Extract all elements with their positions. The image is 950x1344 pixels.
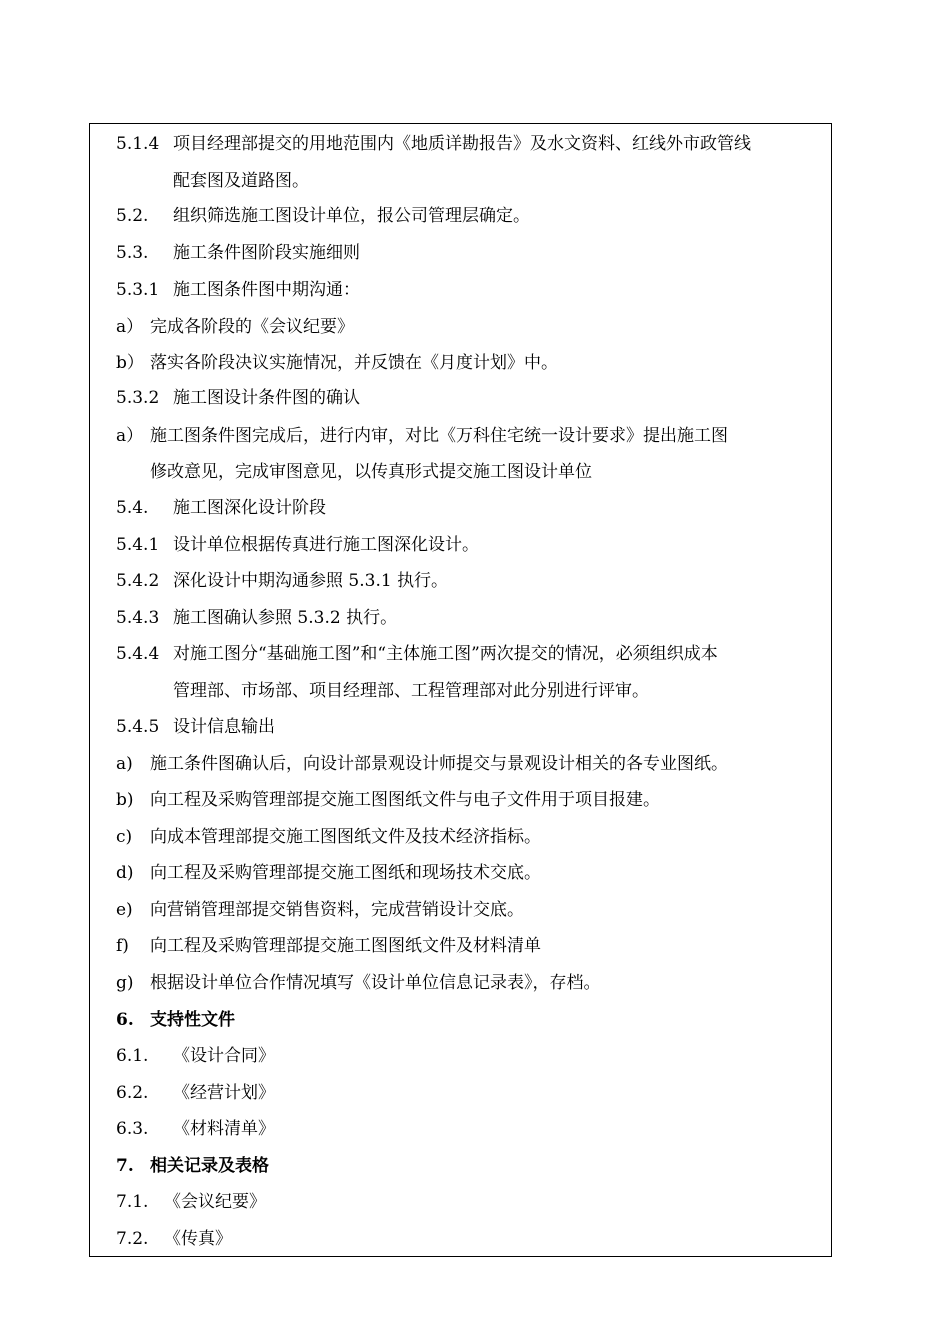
clause-number: 6.1. (116, 1046, 149, 1066)
item-text: 施工条件图确认后，向设计部景观设计师提交与景观设计相关的各专业图纸。 (150, 754, 728, 774)
clause-6-2 (116, 1082, 275, 1104)
clause-text: 《经营计划》 (173, 1083, 275, 1103)
clause-number: 5.4.1 (116, 535, 160, 555)
item-text: 向营销管理部提交销售资料，完成营销设计交底。 (150, 900, 524, 920)
clause-number: 5.3. (116, 243, 149, 263)
clause-number: 5.4.5 (116, 717, 160, 737)
item-marker: d) (116, 863, 134, 883)
clause-text: 项目经理部提交的用地范围内《地质详勘报告》及水文资料、红线外市政管线 (173, 134, 751, 154)
clause-number: 5.3.2 (116, 388, 160, 408)
clause-number: 5.4.3 (116, 608, 160, 628)
item-text: 根据设计单位合作情况填写《设计单位信息记录表》，存档。 (150, 973, 601, 993)
list-item-e (116, 899, 524, 921)
clause-7-2 (116, 1228, 232, 1250)
section-heading-6 (116, 1009, 235, 1031)
clause-5-4-1 (116, 534, 479, 556)
clause-text: 施工图确认参照 5.3.2 执行。 (173, 608, 398, 628)
clause-text: 施工图设计条件图的确认 (173, 388, 360, 408)
clause-text: 对施工图分“基础施工图”和“主体施工图”两次提交的情况，必须组织成本 (173, 644, 718, 664)
clause-number: 7.2. (116, 1229, 149, 1249)
clause-5-3-1 (116, 279, 360, 301)
clause-number: 5.4.2 (116, 571, 160, 591)
clause-number: 5.4.4 (116, 644, 160, 664)
clause-5-3-2 (116, 387, 360, 409)
list-item-b (116, 352, 558, 374)
clause-5-1-4-continuation: 配套图及道路图。 (173, 171, 309, 191)
section-heading-7 (116, 1155, 269, 1177)
clause-5-2 (116, 205, 530, 227)
item-marker: g) (116, 973, 134, 993)
clause-number: 6.3. (116, 1119, 149, 1139)
clause-5-1-4 (116, 133, 751, 155)
item-marker: c) (116, 827, 133, 847)
clause-text: 《会议纪要》 (164, 1192, 266, 1212)
list-item-a (116, 316, 354, 338)
section-title: 相关记录及表格 (150, 1156, 269, 1176)
clause-text: 施工图条件图中期沟通： (173, 280, 360, 300)
item-text: 落实各阶段决议实施情况，并反馈在《月度计划》中。 (150, 353, 558, 373)
clause-5-4-4-continuation: 管理部、市场部、项目经理部、工程管理部对此分别进行评审。 (173, 681, 649, 701)
list-item-g (116, 972, 601, 994)
clause-5-4-2 (116, 570, 448, 592)
section-number: 7. (116, 1156, 134, 1176)
clause-text: 组织筛选施工图设计单位，报公司管理层确定。 (173, 206, 530, 226)
clause-text: 深化设计中期沟通参照 5.3.1 执行。 (173, 571, 449, 591)
clause-5-4 (116, 497, 326, 519)
clause-number: 6.2. (116, 1083, 149, 1103)
clause-number: 5.4. (116, 498, 149, 518)
clause-5-4-4 (116, 643, 718, 665)
clause-text: 《材料清单》 (173, 1119, 275, 1139)
item-marker: a) (116, 754, 133, 774)
list-item-a (116, 425, 728, 447)
clause-6-1 (116, 1045, 275, 1067)
item-text: 向工程及采购管理部提交施工图图纸文件及材料清单 (150, 936, 541, 956)
clause-text: 设计单位根据传真进行施工图深化设计。 (173, 535, 479, 555)
list-item-d (116, 862, 541, 884)
section-title: 支持性文件 (150, 1010, 235, 1030)
clause-number: 5.1.4 (116, 134, 160, 154)
clause-text: 施工图深化设计阶段 (173, 498, 326, 518)
clause-text: 设计信息输出 (173, 717, 275, 737)
clause-text: 施工条件图阶段实施细则 (173, 243, 360, 263)
item-marker: f) (116, 936, 129, 956)
list-item-a-continuation: 修改意见，完成审图意见，以传真形式提交施工图设计单位 (150, 462, 592, 482)
clause-number: 7.1. (116, 1192, 149, 1212)
item-marker: a） (116, 426, 144, 446)
clause-text: 《设计合同》 (173, 1046, 275, 1066)
clause-number: 5.3.1 (116, 280, 160, 300)
item-marker: a） (116, 317, 144, 337)
item-text: 向工程及采购管理部提交施工图图纸文件与电子文件用于项目报建。 (150, 790, 660, 810)
clause-6-3 (116, 1118, 275, 1140)
item-text: 向工程及采购管理部提交施工图纸和现场技术交底。 (150, 863, 541, 883)
list-item-c (116, 826, 541, 848)
list-item-b (116, 789, 660, 811)
item-marker: b) (116, 790, 134, 810)
list-item-a (116, 753, 728, 775)
item-text: 向成本管理部提交施工图图纸文件及技术经济指标。 (150, 827, 541, 847)
item-marker: e) (116, 900, 133, 920)
clause-7-1 (116, 1191, 266, 1213)
item-text: 完成各阶段的《会议纪要》 (150, 317, 354, 337)
clause-text: 《传真》 (164, 1229, 232, 1249)
item-text: 施工图条件图完成后，进行内审，对比《万科住宅统一设计要求》提出施工图 (150, 426, 728, 446)
section-number: 6. (116, 1010, 134, 1030)
clause-5-4-5 (116, 716, 275, 738)
clause-number: 5.2. (116, 206, 149, 226)
list-item-f (116, 935, 541, 957)
clause-5-3 (116, 242, 360, 264)
clause-5-4-3 (116, 607, 397, 629)
item-marker: b） (116, 353, 144, 373)
